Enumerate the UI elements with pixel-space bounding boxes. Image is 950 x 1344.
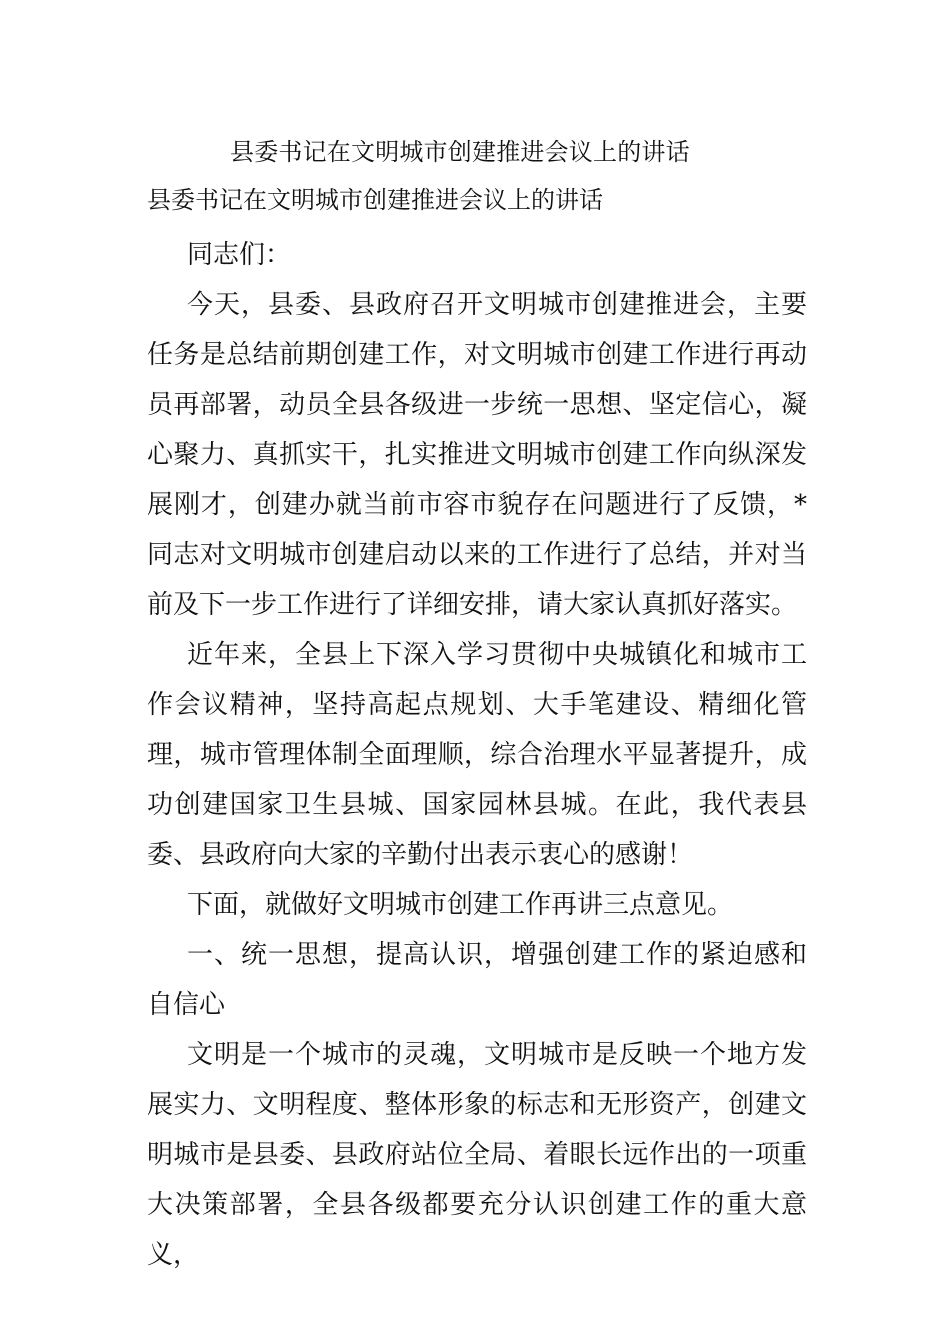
paragraph-5: 文明是一个城市的灵魂，文明城市是反映一个地方发展实力、文明程度、整体形象的标志和无形资产，创建文明城市是县委、县政府站位全局、着眼长远作出的一项重大决策部署，全县各级都要充分认识创建工作的重大意义， (147, 1040, 807, 1270)
paragraph-1: 今天，县委、县政府召开文明城市创建推进会，主要任务是总结前期创建工作，对文明城市创建工作进行再动员再部署，动员全县各级进一步统一思想、坚定信心，凝心聚力、真抓实干，扎实推进文明城市创建工作向纵深发展刚才，创建办就当前市容市貌存在问题进行了反馈，*同志对文明城市创建启动以来的工作进行了总结，并对当前及下一步工作进行了详细安排，请大家认真抓好落实。 (147, 290, 807, 620)
section-heading-1: 一、统一思想，提高认识，增强创建工作的紧迫感和自信心 (147, 940, 807, 1020)
paragraph-3: 下面，就做好文明城市创建工作再讲三点意见。 (187, 890, 734, 920)
document-body (147, 230, 807, 1280)
document-title: 县委书记在文明城市创建推进会议上的讲话 (230, 138, 690, 166)
document-subtitle: 县委书记在文明城市创建推进会议上的讲话 (147, 186, 603, 214)
paragraph-2: 近年来，全县上下深入学习贯彻中央城镇化和城市工作会议精神，坚持高起点规划、大手笔建设、精细化管理，城市管理体制全面理顺，综合治理水平显著提升，成功创建国家卫生县城、国家园林县城。在此，我代表县委、县政府向大家的辛勤付出表示衷心的感谢！ (147, 640, 807, 870)
paragraph-greeting: 同志们： (187, 240, 292, 270)
